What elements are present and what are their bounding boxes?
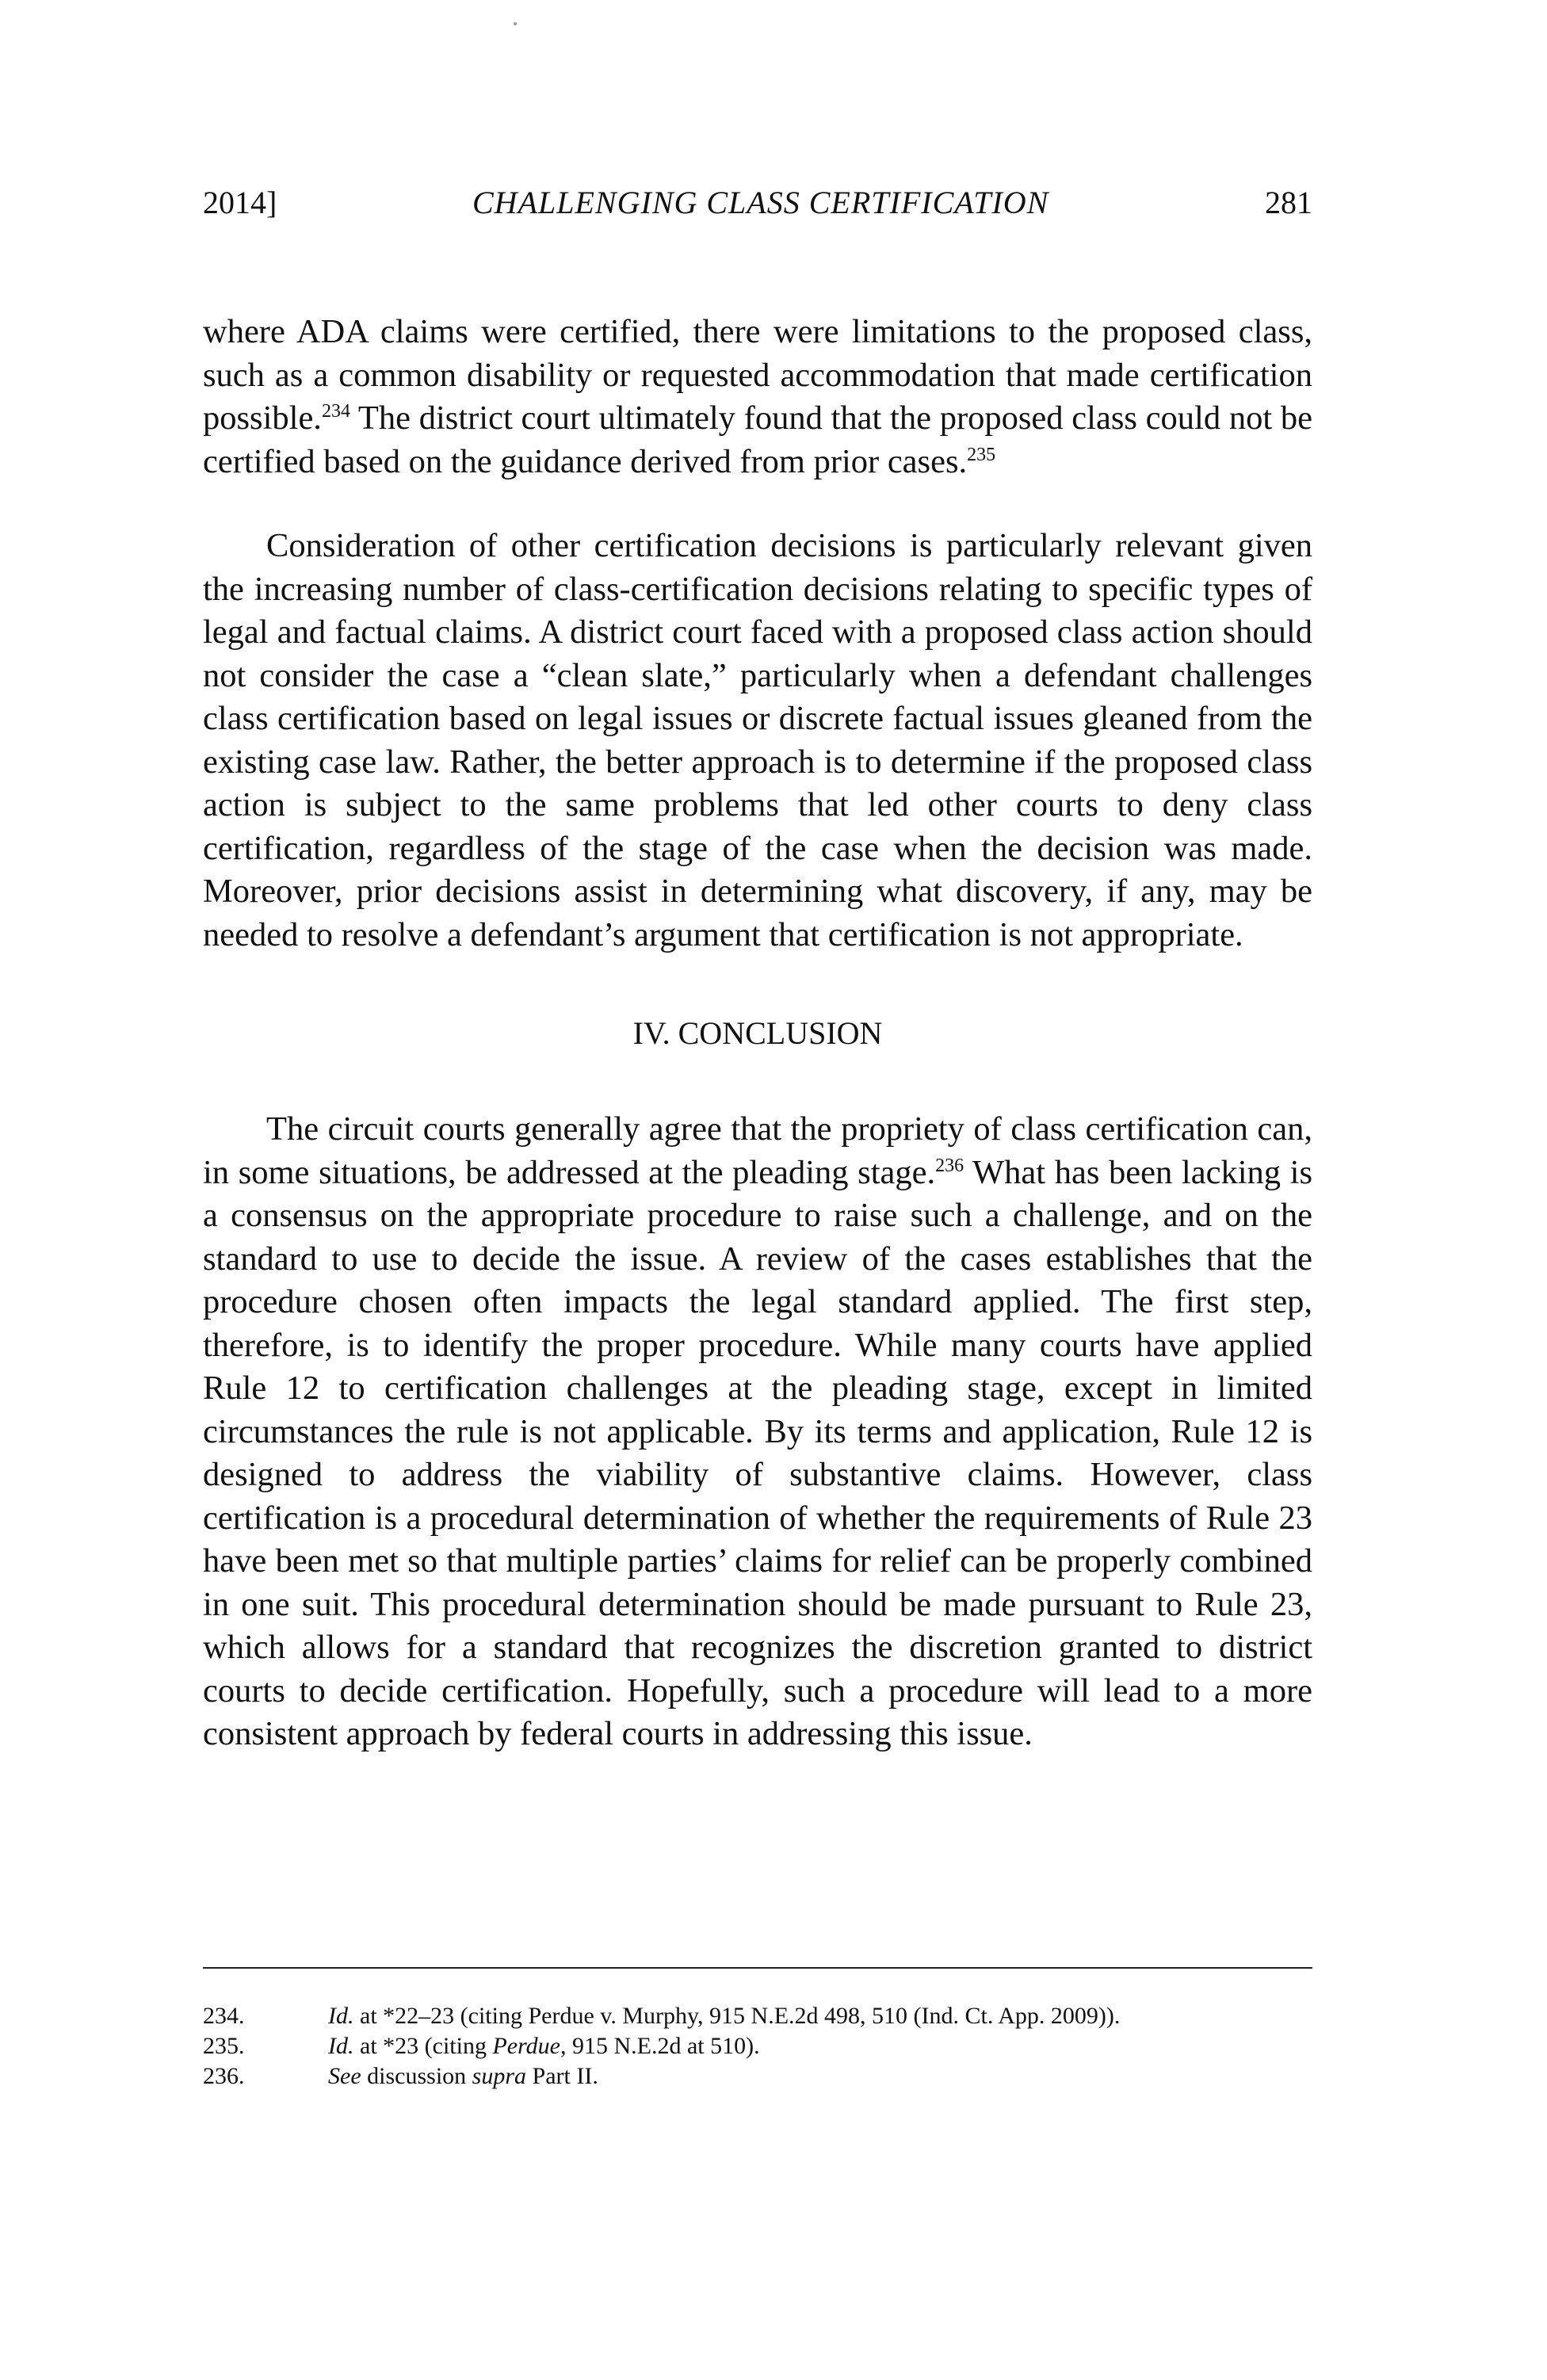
running-header — [203, 184, 1312, 231]
footnote-text: See discussion supra Part II. — [328, 2063, 598, 2089]
footnote-ref-235[interactable]: 235 — [967, 444, 996, 465]
paragraph-1-text-b: The district court ultimately found that the proposed class could not be certified based on the guidance derived from prior cases. — [203, 399, 1312, 480]
footnote-divider — [203, 1967, 1312, 1969]
footnote-number: 235. — [203, 2033, 245, 2059]
paragraph-3-text-b: What has been lacking is a consensus on the appropriate procedure to raise such a challenge, and on the standard to use to decide the issue. A review of the cases establishes that the procedure chosen often impacts the legal standard applied. The first step, therefore, is to identify the proper procedure. While many courts have applied Rule 12 to certification challenges at the pleading stage, except in limited circumstances the rule is not applicable. By its terms and application, Rule 12 is designed to address the viability of substantive claims. However, class certification is a procedural determination of whether the requirements of Rule 23 have been met so that multiple parties’ claims for relief can be properly combined in one suit. This procedural determination should be made pursuant to Rule 23, which allows for a standard that recognizes the discretion granted to district courts to decide certification. Hopefully, such a procedure will lead to a more consistent approach by federal courts in addressing this issue. — [203, 1153, 1313, 1752]
section-heading — [203, 1014, 1312, 1052]
paragraph-1-text-a: where ADA claims were certified, there were limitations to the proposed class, such as a common disability or requested accommodation that made certification possible. — [203, 313, 1312, 437]
page-number: 281 — [1265, 185, 1312, 220]
footnote-number: 234. — [203, 2003, 245, 2029]
paragraph-3-text-a: The circuit courts generally agree that the propriety of class certification can, in some situations, be addressed at the pleading stage. — [203, 1110, 1312, 1191]
paragraph-3 — [203, 1108, 1312, 1756]
paragraph-2: Consideration of other certification decisions is particularly relevant given the increasing number of class-certification decisions relating to specific types of legal and factual claims. A district court faced with a proposed class action should not consider the case a “clean slate,” particularly when a defendant challenges class certification based on legal issues or discrete factual issues gleaned from the existing case law. Rather, the better approach is to determine if the proposed class action is subject to the same problems that led other courts to deny class certification, regardless of the stage of the case when the decision was made. Moreover, prior decisions assist in determining what discovery, if any, may be needed to resolve a defendant’s argument that certification is not appropriate. — [203, 527, 1312, 953]
footnote-text: Id. at *23 (citing Perdue, 915 N.E.2d at 510). — [328, 2033, 760, 2059]
header-year: 2014] — [203, 185, 277, 220]
footnote-ref-234[interactable]: 234 — [321, 400, 350, 422]
footnotes — [203, 2001, 1312, 2092]
footnote-234 — [203, 2001, 1312, 2031]
running-title: CHALLENGING CLASS CERTIFICATION — [472, 185, 1049, 220]
footnote-236 — [203, 2061, 1312, 2092]
footnote-235 — [203, 2031, 1312, 2061]
section-numeral: IV. — [632, 1015, 670, 1051]
footnote-number: 236. — [203, 2063, 245, 2089]
footnote-text: Id. at *22–23 (citing Perdue v. Murphy, 915 N.E.2d 498, 510 (Ind. Ct. App. 2009)). — [328, 2003, 1121, 2029]
scan-speck — [514, 22, 517, 25]
paragraph-1 — [203, 311, 1312, 483]
footnote-ref-236[interactable]: 236 — [935, 1155, 964, 1176]
section-title: CONCLUSION — [678, 1015, 883, 1051]
